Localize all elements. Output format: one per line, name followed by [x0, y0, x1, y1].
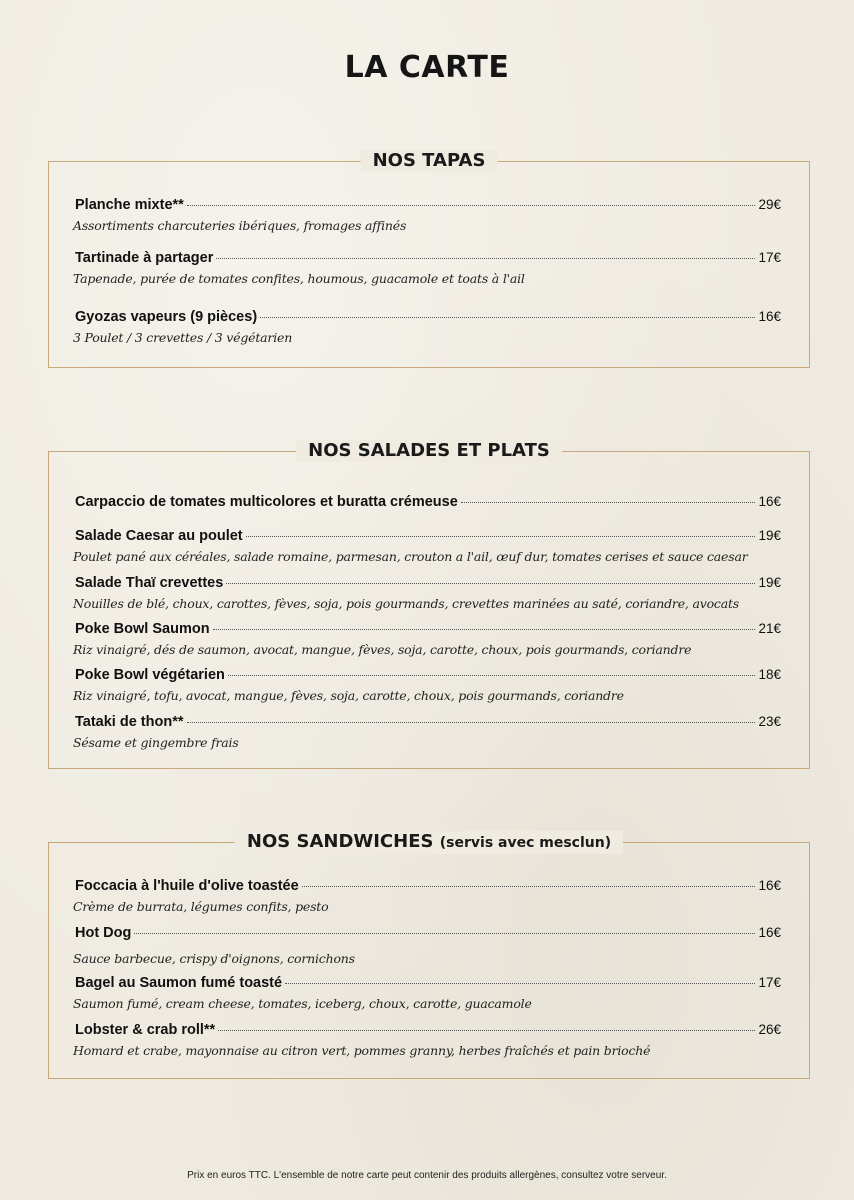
section-title: NOS SALADES ET PLATS — [296, 440, 562, 462]
footer-note: Prix en euros TTC. L'ensemble de notre carte peut contenir des produits allergènes, consultez votre serveur. — [187, 1170, 667, 1181]
item-name: Gyozas vapeurs (9 pièces) — [75, 309, 258, 325]
dotted-leader — [134, 933, 755, 934]
dotted-leader — [187, 205, 756, 206]
item-name: Planche mixte** — [75, 197, 184, 213]
dotted-leader — [302, 886, 756, 887]
item-description: Sésame et gingembre frais — [73, 735, 239, 750]
dotted-leader — [213, 629, 756, 630]
item-description: Saumon fumé, cream cheese, tomates, iceberg, choux, carotte, guacamole — [73, 996, 532, 1011]
item-description: 3 Poulet / 3 crevettes / 3 végétarien — [73, 330, 293, 345]
item-price: 21€ — [758, 621, 781, 636]
menu-item — [75, 925, 781, 966]
section-salades-plats — [48, 440, 810, 769]
section-subtitle: (servis avec mesclun) — [439, 835, 612, 851]
section-sandwiches — [48, 831, 810, 1079]
item-price: 19€ — [758, 575, 781, 590]
dotted-leader — [216, 258, 755, 259]
section-title: NOS TAPAS — [361, 150, 498, 172]
dotted-leader — [461, 502, 756, 503]
item-description: Poulet pané aux céréales, salade romaine, parmesan, crouton a l'ail, œuf dur, tomates cerises et sauce caesar — [73, 549, 748, 564]
item-price: 16€ — [758, 494, 781, 509]
item-name: Carpaccio de tomates multicolores et buratta crémeuse — [75, 494, 458, 510]
item-name: Salade Caesar au poulet — [75, 528, 243, 544]
dotted-leader — [246, 536, 756, 537]
dotted-leader — [226, 583, 755, 584]
menu-item — [75, 1022, 781, 1058]
menu-item — [75, 714, 781, 750]
item-name: Poke Bowl végétarien — [75, 667, 225, 683]
item-name: Salade Thaï crevettes — [75, 575, 224, 591]
item-description: Crème de burrata, légumes confits, pesto — [73, 899, 329, 914]
item-name: Lobster & crab roll** — [75, 1022, 216, 1038]
dotted-leader — [228, 675, 756, 676]
item-name: Foccacia à l'huile d'olive toastée — [75, 878, 299, 894]
item-description: Assortiments charcuteries ibériques, fromages affinés — [73, 218, 407, 233]
menu-item — [75, 494, 781, 514]
dotted-leader — [218, 1030, 755, 1031]
item-price: 17€ — [758, 975, 781, 990]
item-price: 19€ — [758, 528, 781, 543]
item-price: 17€ — [758, 250, 781, 265]
item-price: 23€ — [758, 714, 781, 729]
menu-item — [75, 975, 781, 1011]
item-price: 26€ — [758, 1022, 781, 1037]
menu-item — [75, 575, 781, 611]
item-description: Nouilles de blé, choux, carottes, fèves, soja, pois gourmands, crevettes marinées au saté, coriandre, avocats — [73, 596, 739, 611]
item-description: Sauce barbecue, crispy d'oignons, cornichons — [73, 951, 355, 966]
menu-item — [75, 309, 781, 345]
dotted-leader — [260, 317, 755, 318]
item-description: Homard et crabe, mayonnaise au citron vert, pommes granny, herbes fraîchés et pain brioché — [73, 1043, 651, 1058]
dotted-leader — [285, 983, 755, 984]
menu-item — [75, 621, 781, 657]
menu-item — [75, 250, 781, 286]
page-title: LA CARTE — [344, 50, 510, 85]
item-name: Bagel au Saumon fumé toasté — [75, 975, 283, 991]
section-title: NOS SANDWICHES (servis avec mesclun) — [235, 831, 623, 854]
item-price: 16€ — [758, 309, 781, 324]
item-price: 16€ — [758, 925, 781, 940]
menu-item — [75, 878, 781, 914]
menu-item — [75, 197, 781, 233]
section-tapas — [48, 150, 810, 368]
item-price: 16€ — [758, 878, 781, 893]
item-description: Riz vinaigré, tofu, avocat, mangue, fèves, soja, carotte, choux, pois gourmands, coriandre — [73, 688, 624, 703]
dotted-leader — [187, 722, 756, 723]
menu-item — [75, 528, 781, 564]
menu-item — [75, 667, 781, 703]
item-description: Riz vinaigré, dés de saumon, avocat, mangue, fèves, soja, carotte, choux, pois gourmands, coriandre — [73, 642, 692, 657]
item-price: 18€ — [758, 667, 781, 682]
item-description: Tapenade, purée de tomates confites, houmous, guacamole et toats à l'ail — [73, 271, 525, 286]
item-price: 29€ — [758, 197, 781, 212]
item-name: Hot Dog — [75, 925, 132, 941]
item-name: Poke Bowl Saumon — [75, 621, 210, 637]
item-name: Tataki de thon** — [75, 714, 184, 730]
item-name: Tartinade à partager — [75, 250, 214, 266]
